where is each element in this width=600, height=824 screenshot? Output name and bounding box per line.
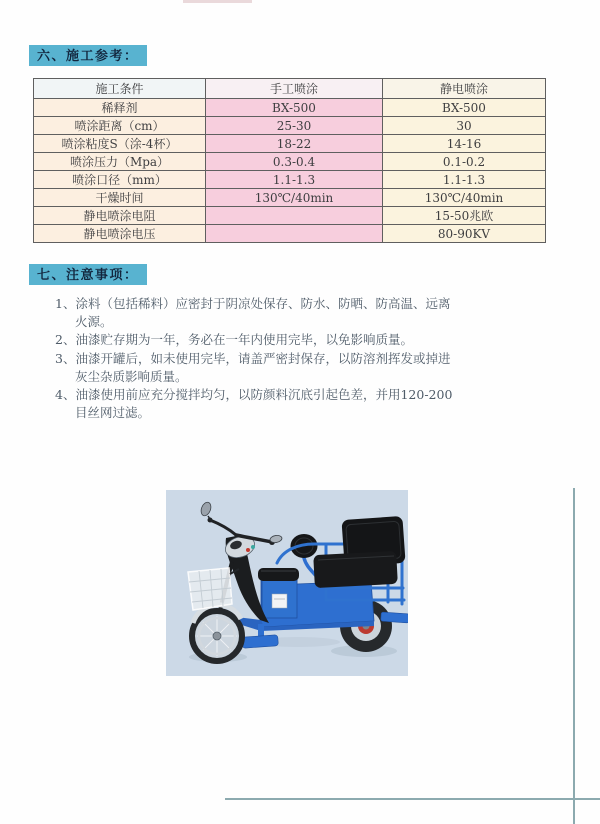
section6-header [29,45,147,66]
cell-value: 1.1-1.3 [206,171,383,189]
notes-list [55,295,515,422]
note-item-2-line-1: 2、油漆贮存期为一年，务必在一年内使用完毕，以免影响质量。 [55,332,413,348]
cell-value: 14-16 [383,135,546,153]
cell-label: 静电喷涂电阻 [34,207,206,225]
cell-value: 18-22 [206,135,383,153]
note-item-3-line-1: 3、油漆开罐后，如未使用完毕，请盖严密封保存，以防溶剂挥发或掉进 [55,350,451,366]
cell-label: 静电喷涂电压 [34,225,206,243]
table-row [34,171,546,189]
cell-value: 130℃/40min [383,189,546,207]
col-header-electrostatic-spray: 静电喷涂 [383,79,546,99]
note-item-3-line-2: 灰尘杂质影响质量。 [75,368,188,384]
cell-label: 喷涂压力（Mpa） [34,153,206,171]
cell-value: 80-90KV [383,225,546,243]
construction-spec-table [33,78,546,243]
table-row [34,207,546,225]
cell-value: 30 [383,117,546,135]
cell-label: 喷涂口径（mm） [34,171,206,189]
cell-label: 稀释剂 [34,99,206,117]
cell-value-empty [206,225,383,243]
note-item-4-line-1: 4、油漆使用前应充分搅拌均匀，以防颜料沉底引起色差，并用120-200 [55,387,453,403]
cell-value: 15-50兆欧 [383,207,546,225]
page-border-vertical [573,488,575,824]
cell-value: 0.1-0.2 [383,153,546,171]
tricycle-photo-image [166,490,408,676]
note-item-4-line-2: 目丝网过滤。 [75,405,151,421]
tricycle-photo [166,490,408,676]
cell-value: 130℃/40min [206,189,383,207]
cell-value: 0.3-0.4 [206,153,383,171]
section7-title: 七、注意事项： [37,267,139,282]
cell-value: BX-500 [206,99,383,117]
table-header-row [34,79,546,99]
table-row [34,99,546,117]
table-row [34,135,546,153]
note-item-1-line-2: 火源。 [75,314,113,330]
cell-label: 干燥时间 [34,189,206,207]
col-header-condition: 施工条件 [34,79,206,99]
note-item-1-line-1: 1、涂料（包括稀料）应密封于阴凉处保存、防水、防晒、防高温、远离 [55,296,451,311]
cell-value: BX-500 [383,99,546,117]
table-row [34,153,546,171]
section7-header [29,264,147,285]
cell-value: 1.1-1.3 [383,171,546,189]
cell-value-empty [206,207,383,225]
cell-label: 喷涂粘度S（涂-4杯） [34,135,206,153]
table-row [34,225,546,243]
col-header-manual-spray: 手工喷涂 [206,79,383,99]
table-row [34,189,546,207]
page-top-mark [183,0,252,3]
cell-label: 喷涂距离（cm） [34,117,206,135]
table-row [34,117,546,135]
cell-value: 25-30 [206,117,383,135]
page-border-horizontal [225,798,600,800]
section6-title: 六、施工参考： [37,48,139,63]
